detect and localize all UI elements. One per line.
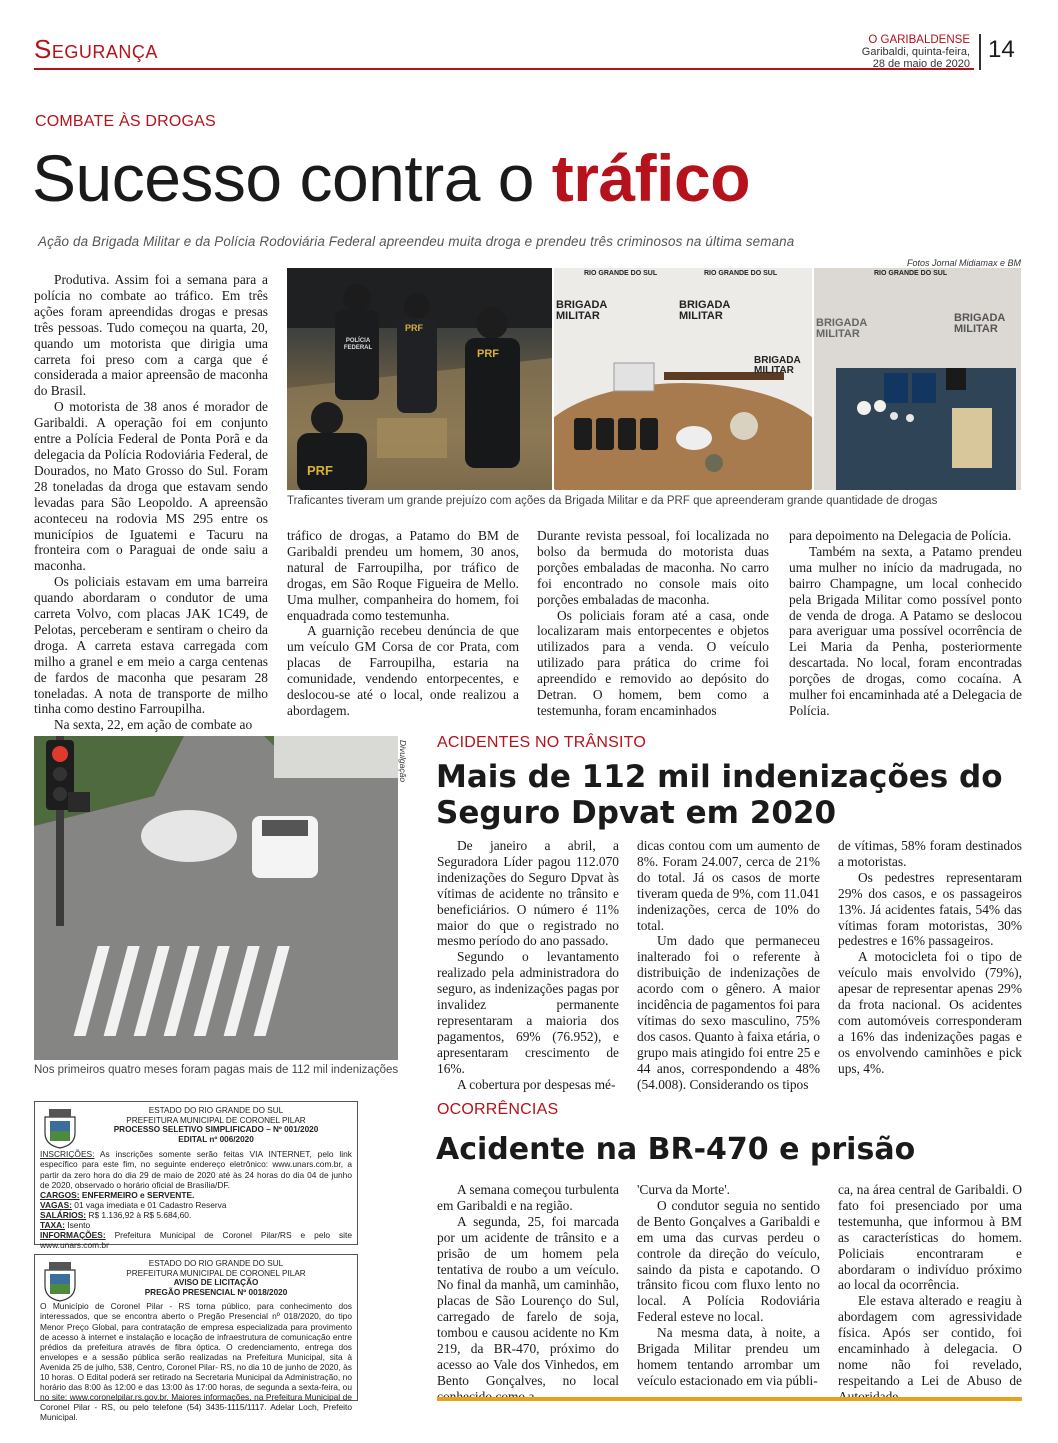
lead-col1-para-3: Os policiais estavam em uma barreira quando abordaram o condutor de uma carreta Volvo, com placas JAK 1C49, de Pelotas, perceberam e sentiram o cheiro da droga. A carreta estava carregada com milho a granel e em meio a carga centenas de fardos de maconha que pesaram 28 toneladas. A nota de transporte de milho tinha como destino Farroupilha.	[34, 574, 268, 717]
photo-bm-seizure-1	[554, 268, 812, 490]
notice1-state: ESTADO DO RIO GRANDE DO SUL	[148, 1106, 284, 1115]
dpvat-col1-para-3: A cobertura por despesas mé-	[457, 1076, 616, 1092]
masthead-block	[862, 34, 970, 70]
notice1-inscricoes-text: As inscrições somente serão feitas VIA INTERNET, pelo link específico para este fim, no seguinte endereço eletrônico: www.unars.com.br, a partir da zero hora do dia 29 de maio de 2020 até às 24 horas do dia 04 de junho de 2020, observado o horário oficial de Brasília/DF.	[40, 1149, 352, 1190]
dpvat-photo-credit: Divulgação	[398, 740, 408, 783]
lead-col1-para-2: O motorista de 38 anos é morador de Garibaldi. A operação foi em conjunto entre a Polícia Federal de Ponta Porã e da delegacia da Polícia Rodoviária Federal, de Dourados, no Mato Grosso do Sul. Foram 28 toneladas da droga que estavam sendo levadas para São Leopoldo. A apreensão aconteceu na rodovia MS 295 entre os municípios de Iguatemi e Tacuru na fronteira com o Paraguai de onde saiu a maconha.	[34, 399, 268, 574]
notice1-taxa: Isento	[67, 1220, 91, 1231]
paper-name: O GARIBALDENSE	[868, 34, 970, 46]
photo-credit: Fotos Jornal Midiamax e BM	[906, 258, 1021, 268]
dpvat-col2-para-1: dicas contou com um aumento de 8%. Foram 24.007, cerca de 21% do total. Já os casos de morte tiveram queda de 9%, com 11.041 indenizações, cerca de 10% do total.	[637, 838, 820, 933]
notice1-edital: EDITAL nº 006/2020	[178, 1134, 254, 1144]
legal-notice-licitacao	[34, 1254, 358, 1423]
ocorrencias-col1-para-1: A semana começou turbulenta em Garibaldi e na região.	[437, 1182, 619, 1213]
prf-vest-label-3: PRF	[307, 463, 333, 478]
lead-headline	[32, 138, 750, 218]
photo-bm-seizure-2	[814, 268, 1021, 490]
notice1-prefeitura: PREFEITURA MUNICIPAL DE CORONEL PILAR	[126, 1115, 306, 1125]
notice1-vagas-label: VAGAS:	[40, 1199, 72, 1210]
ocorrencias-col2-para-2: O condutor seguia no sentido de Bento Gonçalves a Garibaldi e em uma das curvas perdeu o controle da direção do veículo, saindo da pista e capotando. O trânsito ficou com fluxo lento no local. A Polícia Rodoviária Federal esteve no local.	[637, 1197, 820, 1325]
dpvat-photo-caption: Nos primeiros quatro meses foram pagas mais de 112 mil indenizações	[34, 1064, 399, 1076]
lead-col1-para-1: Produtiva. Assim foi a semana para a polícia no combate ao tráfico. Em três ações foram apreendidas drogas e presas três pessoas. Tudo começou na quarta, 20, quando um motorista que dirigia uma carreta foi preso com a carga que é considerada a maior apreensão de maconha do Brasil.	[34, 272, 268, 399]
notice1-cargos: ENFERMEIRO e SERVENTE.	[81, 1189, 195, 1200]
dpvat-col2-para-2: Um dado que permaneceu inalterado foi o referente à distribuição de indenizações de acordo com o gênero. A maior incidência de pagamentos foi para vítimas do sexo masculino, 75% dos casos. Quanto à faixa etária, o grupo mais atingido foi entre 25 e 44 anos, correspondendo a 48% (54.008). Considerando os tipos	[637, 933, 820, 1092]
coat-of-arms-icon	[41, 1107, 79, 1149]
ocorrencias-col2-para-1: 'Curva da Morte'.	[637, 1182, 730, 1197]
dpvat-col3-para-3: A motocicleta foi o tipo de veículo mais envolvido (79%), apesar de representar apenas 29% da frota nacional. Os acidentes com automóveis corresponderam a 16% das indenizações pagas e os envolvendo caminhões e pick ups, 4%.	[838, 949, 1022, 1076]
page-number: 14	[988, 36, 1015, 63]
rs-banner-3: RIO GRANDE DO SUL	[874, 270, 948, 277]
dpvat-col3-para-1: de vítimas, 58% foram destinados a motoristas.	[838, 838, 1022, 869]
photo-prf-scene	[287, 268, 552, 490]
rs-banner-2: RIO GRANDE DO SUL	[704, 270, 778, 277]
lead-column-2	[287, 528, 519, 719]
dpvat-column-2	[637, 838, 820, 1093]
page-number-divider	[979, 34, 981, 70]
lead-col2-para-1: tráfico de drogas, a Patamo do BM de Garibaldi prendeu um homem, 30 anos, natural de Farroupilha, por tráfico de drogas, em São Roque Figueira de Mello. Uma mulher, companheira do homem, foi enquadrada como testemunha.	[287, 528, 519, 623]
lead-kicker: COMBATE ÀS DROGAS	[35, 113, 216, 130]
notice1-info: Prefeitura Municipal de Coronel Pilar/RS e pelo site www.unars.com.br	[40, 1230, 353, 1251]
lead-photo-caption: Traficantes tiveram um grande prejuízo com ações da Brigada Militar e da PRF que apreenderam grande quantidade de drogas	[287, 495, 938, 507]
notice1-info-label: INFORMAÇÕES:	[40, 1230, 106, 1241]
notice1-cargos-label: CARGOS:	[40, 1189, 80, 1200]
lead-headline-accent: tráfico	[551, 141, 751, 215]
lead-subtitle: Ação da Brigada Militar e da Polícia Rodoviária Federal apreendeu muita droga e prendeu três criminosos na última semana	[38, 234, 795, 249]
ocorrencias-col2-para-3: Na mesma data, à noite, a Brigada Militar prendeu um homem tentando arrombar um veículo estacionado em via públi-	[637, 1325, 820, 1388]
lead-col2-para-2: A guarnição recebeu denúncia de que um veículo GM Corsa de cor Prata, com placas de Farroupilha, estaria na comunidade, vendendo entorpecentes, e deslocou-se até o local, onde realizou a abordagem.	[287, 623, 519, 718]
dpvat-col1-para-2: Segundo o levantamento realizado pela administradora do seguro, as indenizações pagas por invalidez permanente representaram a maioria dos pagamentos, 69% (76.952), e apresentaram crescimento de 16%.	[437, 949, 619, 1076]
ocorrencias-kicker: OCORRÊNCIAS	[437, 1101, 559, 1118]
dpvat-col3-para-2: Os pedestres representaram 29% dos casos, e os passageiros 13%. Já acidentes fatais, 54% das vítimas foram motoristas, 30% pedestres e 16% passageiros.	[838, 869, 1022, 949]
notice1-vagas: 01 vaga imediata e 01 Cadastro Reserva	[74, 1199, 227, 1210]
ocorrencias-bottom-rule	[437, 1397, 1022, 1401]
photo-traffic-accident	[34, 736, 398, 1060]
photo-traffic-scene	[34, 736, 398, 1060]
brigada-banner-1: BRIGADA MILITAR	[556, 299, 607, 322]
lead-headline-main: Sucesso contra o	[32, 141, 534, 215]
lead-column-4	[789, 528, 1022, 719]
section-title-rule	[34, 68, 974, 70]
ocorrencias-column-2	[637, 1182, 820, 1389]
ocorrencias-headline: Acidente na BR-470 e prisão	[436, 1132, 916, 1167]
dpvat-col1-para-1: De janeiro a abril, a Seguradora Líder pagou 112.070 indenizações do Seguro Dpvat às vítimas de acidente no trânsito e beneficiários. O número é 11% maior do que o registrado no mesmo período do ano passado.	[437, 838, 619, 949]
dpvat-column-3	[838, 838, 1022, 1077]
notice1-process: PROCESSO SELETIVO SIMPLIFICADO – Nº 001/2020	[113, 1125, 319, 1135]
prf-vest-label-2: PRF	[477, 348, 499, 360]
ocorrencias-col3-para-2: Ele estava alterado e reagiu à abordagem com agressividade física. Após ser contido, foi encaminhado à delegacia. O nome não foi revelado, respeitando a Lei de Abuso de	[838, 1293, 1022, 1388]
notice2-state: ESTADO DO RIO GRANDE DO SUL	[148, 1259, 284, 1268]
dpvat-headline-line-2: Seguro Dpvat em 2020	[436, 795, 837, 831]
coat-of-arms-icon	[41, 1260, 79, 1302]
rs-banner-1: RIO GRANDE DO SUL	[584, 270, 658, 277]
lead-column-3	[537, 528, 769, 719]
ocorrencias-column-1	[437, 1182, 619, 1405]
lead-col1-para-4: Na sexta, 22, em ação de combate ao	[54, 717, 253, 733]
brigada-banner-4: BRIGADA MILITAR	[816, 317, 867, 340]
pf-vest-label: POLÍCIA FEDERAL	[343, 338, 373, 351]
lead-col3-para-1: Durante revista pessoal, foi localizada no bolso da bermuda do motorista duas porções embaladas de maconha. No carro foi encontrado no console mais oito porções embaladas de maconha.	[537, 528, 769, 607]
section-title: Segurança	[34, 34, 158, 64]
legal-notice-seletivo	[34, 1101, 358, 1251]
notice1-salarios: R$ 1.136,92 à R$ 5.684,60.	[88, 1209, 192, 1220]
ocorrencias-column-3	[838, 1182, 1022, 1405]
lead-col4-para-2: Também na sexta, a Patamo prendeu uma mulher no início da madrugada, no bairro Champagne, um local conhecido pela Brigada Militar como possível ponto de venda de droga. A Patamo se deslocou para averiguar uma possível ocorrência de Lei Maria da Penha, posteriormente descartada. No local, foram encontradas porções de drogas, como cocaína. A mulher foi encaminhada até a Delegacia de Polícia.	[789, 543, 1022, 718]
notice2-prefeitura: PREFEITURA MUNICIPAL DE CORONEL PILAR	[126, 1268, 306, 1278]
dpvat-kicker: ACIDENTES NO TRÂNSITO	[437, 734, 646, 751]
date-line-2: 28 de maio de 2020	[872, 58, 970, 70]
notice2-aviso: AVISO DE LICITAÇÃO	[173, 1278, 259, 1288]
dpvat-headline	[436, 759, 1003, 831]
lead-column-1	[34, 272, 268, 733]
notice1-inscricoes-label: INSCRIÇÕES:	[40, 1149, 95, 1160]
brigada-banner-2: BRIGADA MILITAR	[679, 299, 730, 322]
notice2-pregao: PREGÃO PRESENCIAL Nº 0018/2020	[144, 1287, 288, 1297]
notice1-salarios-label: SALÁRIOS:	[40, 1209, 87, 1220]
lead-col4-para-1: para depoimento na Delegacia de Polícia.	[789, 528, 1012, 543]
notice2-body: O Município de Coronel Pilar - RS torna público, para conhecimento dos interessados, que se encontra aberto o Pregão Presencial nº 018/2020, do tipo Menor Preço Global, para contratação de empresa especializada para provimento de acesso à internet e instalação e locação de infraestrutura de comunicação entre prédios da prefeitura através de fibra óptica. O credenciamento, entrega dos envelopes e a sessão pública serão realizadas na Prefeitura Municipal, sita à Avenida 25 de julho, 538, Centro, Coronel Pilar- RS, no dia 10 de junho de 2020, às 10 horas. O Edital poderá ser retirado na Secretaria Municipal da Administração, no horário das 8:00 às 12:00 e das 13:00 às 17:00 horas, de segunda a sexta-feira, ou no site: www.coronelpilar.rs.gov.br. Maiores informações, na Prefeitura Municipal de Coronel Pilar - RS, ou pelo telefone (54) 3435-1115/1117. Adelar Loch, Prefeito Municipal.	[40, 1301, 352, 1423]
brigada-banner-3: BRIGADA MILITAR	[754, 355, 801, 376]
photo-bm-scene-2	[814, 268, 1021, 490]
date-line-1: Garibaldi, quinta-feira,	[861, 46, 970, 58]
notice1-taxa-label: TAXA:	[40, 1220, 65, 1231]
prf-vest-label-1: PRF	[405, 323, 423, 333]
dpvat-headline-line-1: Mais de 112 mil indenizações do	[436, 759, 1003, 795]
photo-prf-agents	[287, 268, 552, 490]
ocorrencias-col3-para-1: ca, na área central de Garibaldi. O fato foi presenciado por uma testemunha, que informou à BM as características do homem. Policiais encontraram e abordaram o indivíduo próximo ao local da ocorrência.	[838, 1182, 1022, 1293]
brigada-banner-5: BRIGADA MILITAR	[954, 312, 1005, 335]
lead-col3-para-2: Os policiais foram até a casa, onde localizaram mais entorpecentes e objetos utilizados para a venda. O veículo utilizado para prática do crime foi apreendido e removido ao depósito do Detran. O homem, bem como a testemunha, foram encaminhados	[537, 607, 769, 718]
ocorrencias-col1-para-2: A segunda, 25, foi marcada por um acidente de trânsito e a prisão de um homem pela tentativa de roubo a um veículo. No final da manhã, um caminhão, placas de São Lourenço do Sul, carregado de farelo de soja, tombou e causou acidente no Km 219, da BR-470, próximo do acesso ao Vale dos Vinhedos, em Bento Gonçalves, no local	[437, 1213, 619, 1388]
dpvat-column-1	[437, 838, 619, 1093]
